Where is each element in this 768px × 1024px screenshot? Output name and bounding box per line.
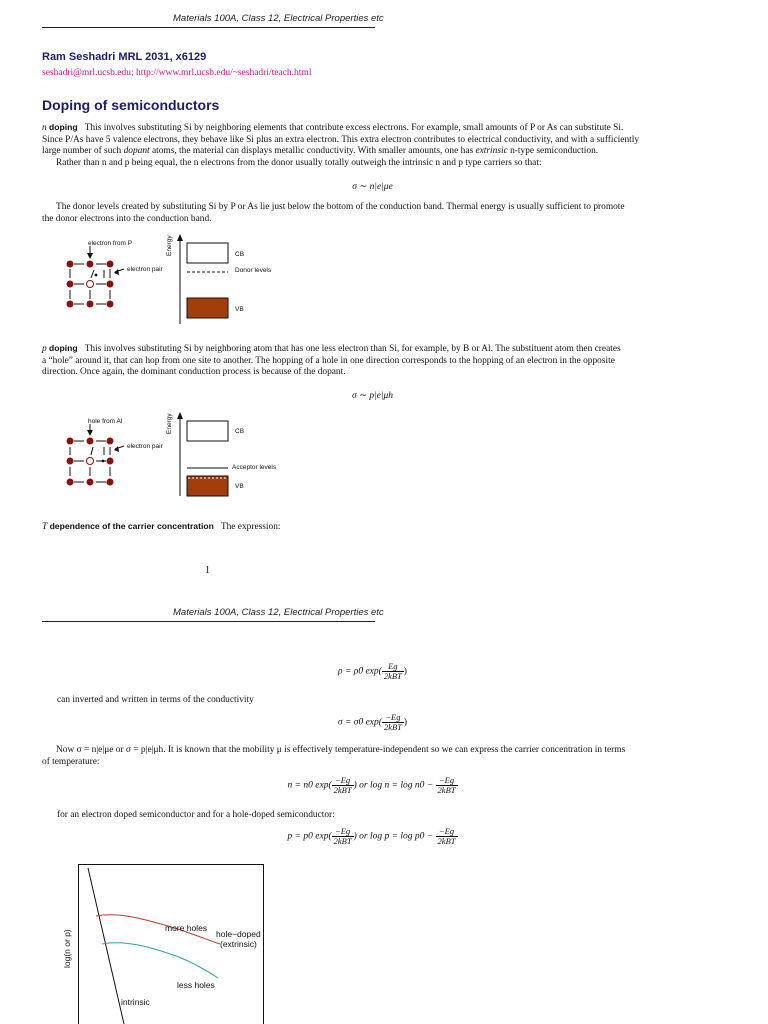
eq-p-den2: 2kBT xyxy=(437,836,456,846)
page-number: 1 xyxy=(205,565,210,576)
eq-n-lhs: n = n0 exp( xyxy=(287,780,332,791)
energy-axis-label-2: Energy xyxy=(166,413,173,434)
header-rule-2 xyxy=(42,621,375,622)
eq-rho-lhs: ρ = ρ0 exp( xyxy=(338,666,382,677)
eq-rho xyxy=(300,662,445,681)
eq-sigma-lhs: σ = σ0 exp( xyxy=(337,717,382,728)
eq-p-lhs: p = p0 exp( xyxy=(287,831,332,842)
eq-p-mid: ) or log p = log p0 − xyxy=(353,831,434,842)
electron-pair-label-2: electron pair xyxy=(127,443,163,450)
n-type-figure xyxy=(60,232,290,332)
t-dependence-lead: dependence of the carrier concentration xyxy=(49,521,214,531)
contact-links[interactable]: seshadri@mrl.ucsb.edu; http://www.mrl.ucsb.edu/~seshadri/teach.html xyxy=(42,68,312,78)
eq-n-concentration xyxy=(230,776,515,795)
donor-levels-label: Donor levels xyxy=(235,267,272,274)
energy-axis-label: Energy xyxy=(166,235,173,256)
header-rule xyxy=(42,27,375,28)
author-line: Ram Seshadri MRL 2031, x6129 xyxy=(42,51,207,63)
eq-p-den: 2kBT xyxy=(333,836,352,846)
intrinsic-label: intrinsic xyxy=(121,997,150,1007)
inverted-text: can inverted and written in terms of the conductivity xyxy=(57,695,254,705)
hole-doped-label: hole−doped xyxy=(216,929,261,939)
eq-p-concentration xyxy=(230,827,515,846)
p-line2: a “hole” around it, that can hop from one site to another. The hopping of a hole in one direction corresponds to the hopping of an electron in the opposite xyxy=(42,355,615,366)
n-line3a: large number of such xyxy=(42,146,122,157)
n-line1: This involves substituting Si by neighboring elements that contribute excess electrons. For example, small amounts of P or As can substitute Si. xyxy=(84,123,624,133)
n-line3c: atoms, the material can displays metallic conductivity. With smaller amounts, one has xyxy=(151,146,474,157)
page1-header: Materials 100A, Class 12, Electrical Properties etc xyxy=(173,13,384,24)
vb-label-2: VB xyxy=(235,483,244,490)
n-var: n xyxy=(42,123,47,133)
hole-from-al-label: hole from Al xyxy=(88,418,123,425)
eq-n-num: −Eg xyxy=(332,776,354,786)
p-line3: direction. Once again, the dominant conduction process is because of the dopant. xyxy=(42,367,346,378)
more-holes-label: more holes xyxy=(165,923,208,933)
donor-line1: The donor levels created by substituting Si by P or As lie just below the bottom of the conduction band. Thermal energy is usually sufficient to promote xyxy=(56,202,625,212)
eq-sigma-den: 2kBT xyxy=(383,722,402,732)
eq-rho-rhs: ) xyxy=(403,666,407,677)
eq-p-num: −Eg xyxy=(332,827,354,837)
donor-paragraph xyxy=(42,202,703,225)
eq-sigma-rhs: ) xyxy=(403,717,408,728)
eq-rho-num: Eg xyxy=(382,662,404,672)
less-holes-label: less holes xyxy=(177,980,215,990)
eq-n-mid: ) or log n = log n0 − xyxy=(353,780,434,791)
dopant-word: dopant xyxy=(123,146,150,157)
eq-n-den: 2kBT xyxy=(333,785,352,795)
n-line3e: n-type semiconduction. xyxy=(510,146,599,157)
mobility-line2: of temperature: xyxy=(42,756,100,767)
acceptor-levels-label: Acceptor levels xyxy=(232,464,277,471)
section-title: Doping of semiconductors xyxy=(42,97,220,113)
mobility-line1: Now σ = n|e|μe or σ = p|e|μh. It is known that the mobility μ is effectively temperature-independent so we can express the carrier concentration in terms xyxy=(56,745,626,755)
page2-header: Materials 100A, Class 12, Electrical Properties etc xyxy=(173,607,384,618)
donor-line2: the donor electrons into the conduction band. xyxy=(42,213,212,224)
electron-pair-label: electron pair xyxy=(127,266,163,273)
eq-n-num2: −Eg xyxy=(436,776,458,786)
t-var: T xyxy=(42,522,48,532)
mobility-paragraph xyxy=(42,745,703,768)
eq-sigma xyxy=(300,713,445,732)
eq-p-num2: −Eg xyxy=(436,827,458,837)
p-line1: This involves substituting Si by neighboring atom that has one less electron than Si, for example, by B or Al. The substituent atom then creates xyxy=(84,344,621,354)
p-var: p xyxy=(42,344,47,354)
cb-label: CB xyxy=(235,251,245,258)
graph-ylabel: log(n or p) xyxy=(62,929,72,968)
p-doping-lead: doping xyxy=(49,343,78,353)
eq-sigma-p: σ ∼ p|e|μh xyxy=(351,391,394,401)
extrinsic-label: (extrinsic) xyxy=(220,939,257,949)
eq-sigma-n: σ ∼ n|e|μe xyxy=(352,182,393,192)
n-line4: Rather than n and p being equal, the n electrons from the donor usually totally outweigh the intrinsic n and p type carriers so that: xyxy=(56,157,542,168)
t-dependence-rest: The expression: xyxy=(220,522,281,532)
vb-label: VB xyxy=(235,306,244,313)
n-line2: Since P/As have 5 valence electrons, they behave like Si plus an extra electron. This extra electron contributes to electrical conductivity, and with a sufficiently xyxy=(42,134,640,145)
eq-n-den2: 2kBT xyxy=(437,785,456,795)
n-doping-lead: doping xyxy=(49,122,78,132)
eq-rho-den: 2kBT xyxy=(383,671,402,681)
t-dependence-line xyxy=(42,521,281,534)
extrinsic-word: extrinsic xyxy=(475,146,508,157)
n-doping-paragraph xyxy=(42,122,703,169)
cb-label-2: CB xyxy=(235,428,245,435)
hole-doped-text: for an electron doped semiconductor and for a hole-doped semiconductor: xyxy=(57,810,335,820)
eq-sigma-num: −Eg xyxy=(382,713,404,723)
p-doping-paragraph xyxy=(42,343,703,379)
electron-from-p-label: electron from P xyxy=(88,240,133,247)
